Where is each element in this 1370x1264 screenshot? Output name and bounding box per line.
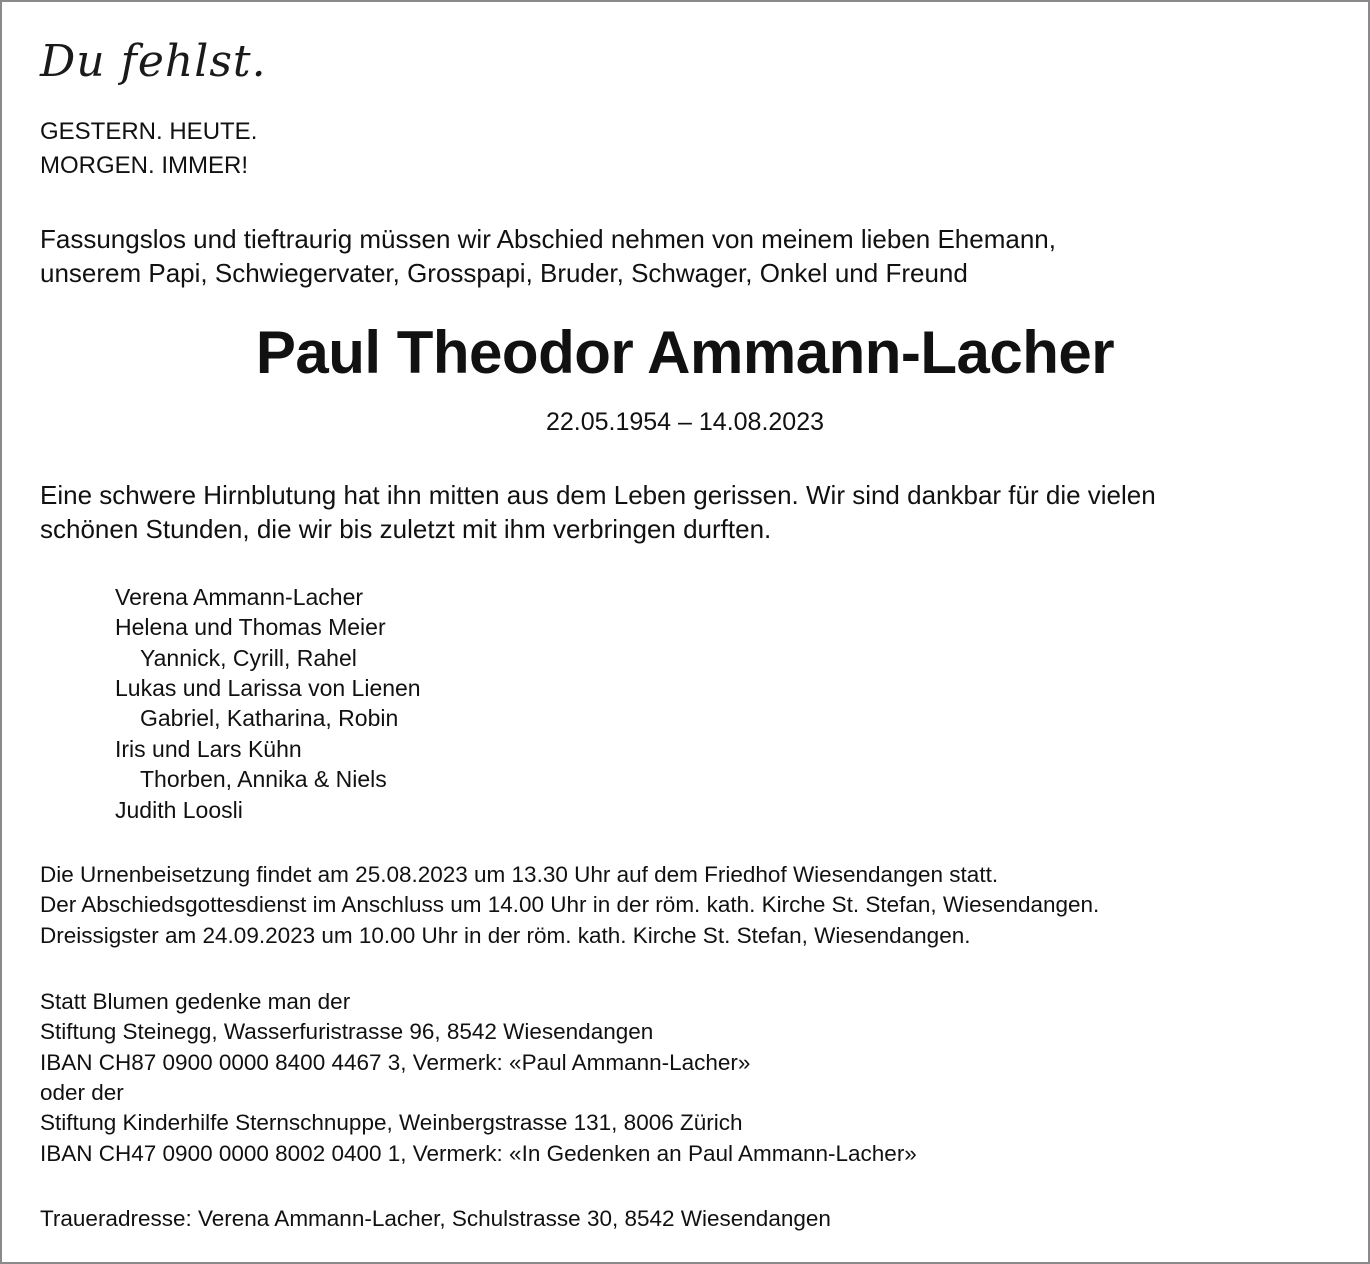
donation-line: Statt Blumen gedenke man der <box>40 989 351 1014</box>
donation-line: oder der <box>40 1080 124 1105</box>
donation-line: IBAN CH47 0900 0000 8002 0400 1, Vermerk: «In Gedenken an Paul Ammann-Lacher» <box>40 1141 917 1166</box>
mourner-name: Verena Ammann-Lacher <box>115 584 364 610</box>
intro-line: unserem Papi, Schwiegervater, Grosspapi, Bruder, Schwager, Onkel und Freund <box>40 258 968 288</box>
tagline-line: GESTERN. HEUTE. <box>40 118 258 145</box>
mourner-children: Thorben, Annika & Niels <box>140 766 387 792</box>
motto-heading: Du fehlst. <box>40 36 267 87</box>
ceremony-line: Der Abschiedsgottesdienst im Anschluss um 14.00 Uhr in der röm. kath. Kirche St. Stefan, Wiesendangen. <box>40 892 1100 917</box>
intro-line: Fassungslos und tieftraurig müssen wir Abschied nehmen von meinem lieben Ehemann, <box>40 224 1056 254</box>
message-line: Eine schwere Hirnblutung hat ihn mitten aus dem Leben gerissen. Wir sind dankbar für die vielen <box>40 480 1156 510</box>
donation-line: Stiftung Steinegg, Wasserfuristrasse 96, 8542 Wiesendangen <box>40 1019 654 1044</box>
mourning-address: Traueradresse: Verena Ammann-Lacher, Schulstrasse 30, 8542 Wiesendangen <box>40 1206 831 1231</box>
message-line: schönen Stunden, die wir bis zuletzt mit ihm verbringen durften. <box>40 514 772 544</box>
mourner-children: Gabriel, Katharina, Robin <box>140 705 399 731</box>
tagline-line: MORGEN. IMMER! <box>40 152 248 179</box>
life-dates: 22.05.1954 – 14.08.2023 <box>545 408 825 436</box>
mourner-name: Iris und Lars Kühn <box>115 736 302 762</box>
ceremony-line: Dreissigster am 24.09.2023 um 10.00 Uhr in der röm. kath. Kirche St. Stefan, Wiesendangen. <box>40 923 971 948</box>
mourner-children: Yannick, Cyrill, Rahel <box>140 645 357 671</box>
mourner-name: Helena und Thomas Meier <box>115 614 386 640</box>
mourner-name: Judith Loosli <box>115 797 243 823</box>
donation-line: IBAN CH87 0900 0000 8400 4467 3, Vermerk: «Paul Ammann-Lacher» <box>40 1050 751 1075</box>
deceased-name: Paul Theodor Ammann-Lacher <box>255 319 1115 386</box>
ceremony-line: Die Urnenbeisetzung findet am 25.08.2023 um 13.30 Uhr auf dem Friedhof Wiesendangen statt. <box>40 862 999 887</box>
donation-line: Stiftung Kinderhilfe Sternschnuppe, Weinbergstrasse 131, 8006 Zürich <box>40 1110 743 1135</box>
mourner-name: Lukas und Larissa von Lienen <box>115 675 421 701</box>
